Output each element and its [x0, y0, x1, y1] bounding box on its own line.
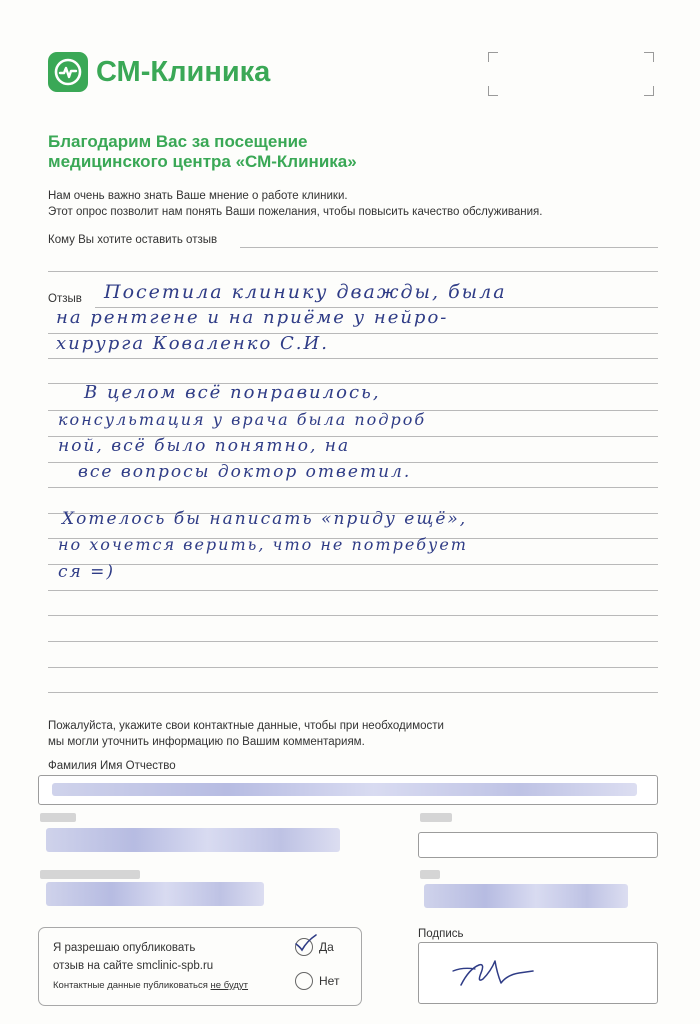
recipient-line[interactable] [240, 247, 658, 248]
ruled-line [48, 271, 658, 272]
review-line-text: ной, всё было понятно, на [58, 436, 351, 456]
signature-drawing [419, 943, 657, 1003]
ruled-line [48, 692, 658, 693]
corner-mark [488, 86, 498, 96]
redacted-label [420, 813, 452, 822]
review-line-text: ся =) [58, 562, 116, 582]
redacted-phone [46, 828, 340, 852]
redacted-label [40, 813, 76, 822]
corner-mark [644, 52, 654, 62]
ruled-line [48, 358, 658, 359]
redacted-label [40, 870, 140, 879]
yes-radio[interactable] [295, 938, 313, 956]
yes-label: Да [319, 940, 334, 954]
intro-text: Нам очень важно знать Ваше мнение о работе клиники. Этот опрос позволит нам понять Ваши пожелания, чтобы повысить качество обслуживания. [48, 190, 543, 218]
corner-mark [488, 52, 498, 62]
review-line-text: Хотелось бы написать «приду ещё», [62, 509, 468, 529]
consent-note: Контактные данные публиковаться не будут [53, 980, 249, 991]
ruled-line [48, 590, 658, 591]
checkmark-icon [294, 933, 318, 953]
redacted-date [46, 882, 264, 906]
logo-mark [48, 52, 88, 92]
signature-field[interactable] [418, 942, 658, 1004]
ruled-line [48, 564, 658, 565]
review-line-text: все вопросы доктор ответил. [78, 462, 412, 482]
consent-text: Я разрешаю опубликовать отзыв на сайте smclinic-spb.ru [53, 942, 214, 972]
no-radio[interactable] [295, 972, 313, 990]
page-title: Благодарим Вас за посещение медицинского центра «СМ-Клиника» [48, 132, 357, 171]
review-line-text: консультация у врача была подроб [58, 410, 427, 429]
corner-mark [644, 86, 654, 96]
recipient-label: Кому Вы хотите оставить отзыв [48, 234, 218, 246]
review-line-text: хирурга Коваленко С.И. [56, 333, 329, 354]
redacted-label [420, 870, 440, 879]
fio-label: Фамилия Имя Отчество [48, 760, 176, 772]
ruled-line [48, 667, 658, 668]
ruled-line [48, 641, 658, 642]
contact-prompt: Пожалуйста, укажите свои контактные данные, чтобы при необходимости мы могли уточнить информацию по Вашим комментариям. [48, 720, 444, 748]
ruled-line [48, 615, 658, 616]
review-line-text: на рентгене и на приёме у нейро- [56, 307, 449, 328]
review-line-text: В целом всё понравилось, [84, 382, 381, 403]
no-label: Нет [319, 974, 340, 988]
email-field[interactable] [418, 832, 658, 858]
redacted-date [424, 884, 628, 908]
redacted-fio [52, 783, 637, 796]
consent-box [38, 927, 362, 1006]
brand-name: СМ-Клиника [96, 56, 271, 88]
ruled-line [48, 487, 658, 488]
logo-heart-icon [48, 52, 88, 92]
review-line-text: но хочется верить, что не потребует [58, 535, 468, 554]
signature-label: Подпись [418, 928, 464, 940]
review-line-text: Посетила клинику дважды, была [104, 281, 507, 303]
review-label: Отзыв [48, 293, 82, 305]
